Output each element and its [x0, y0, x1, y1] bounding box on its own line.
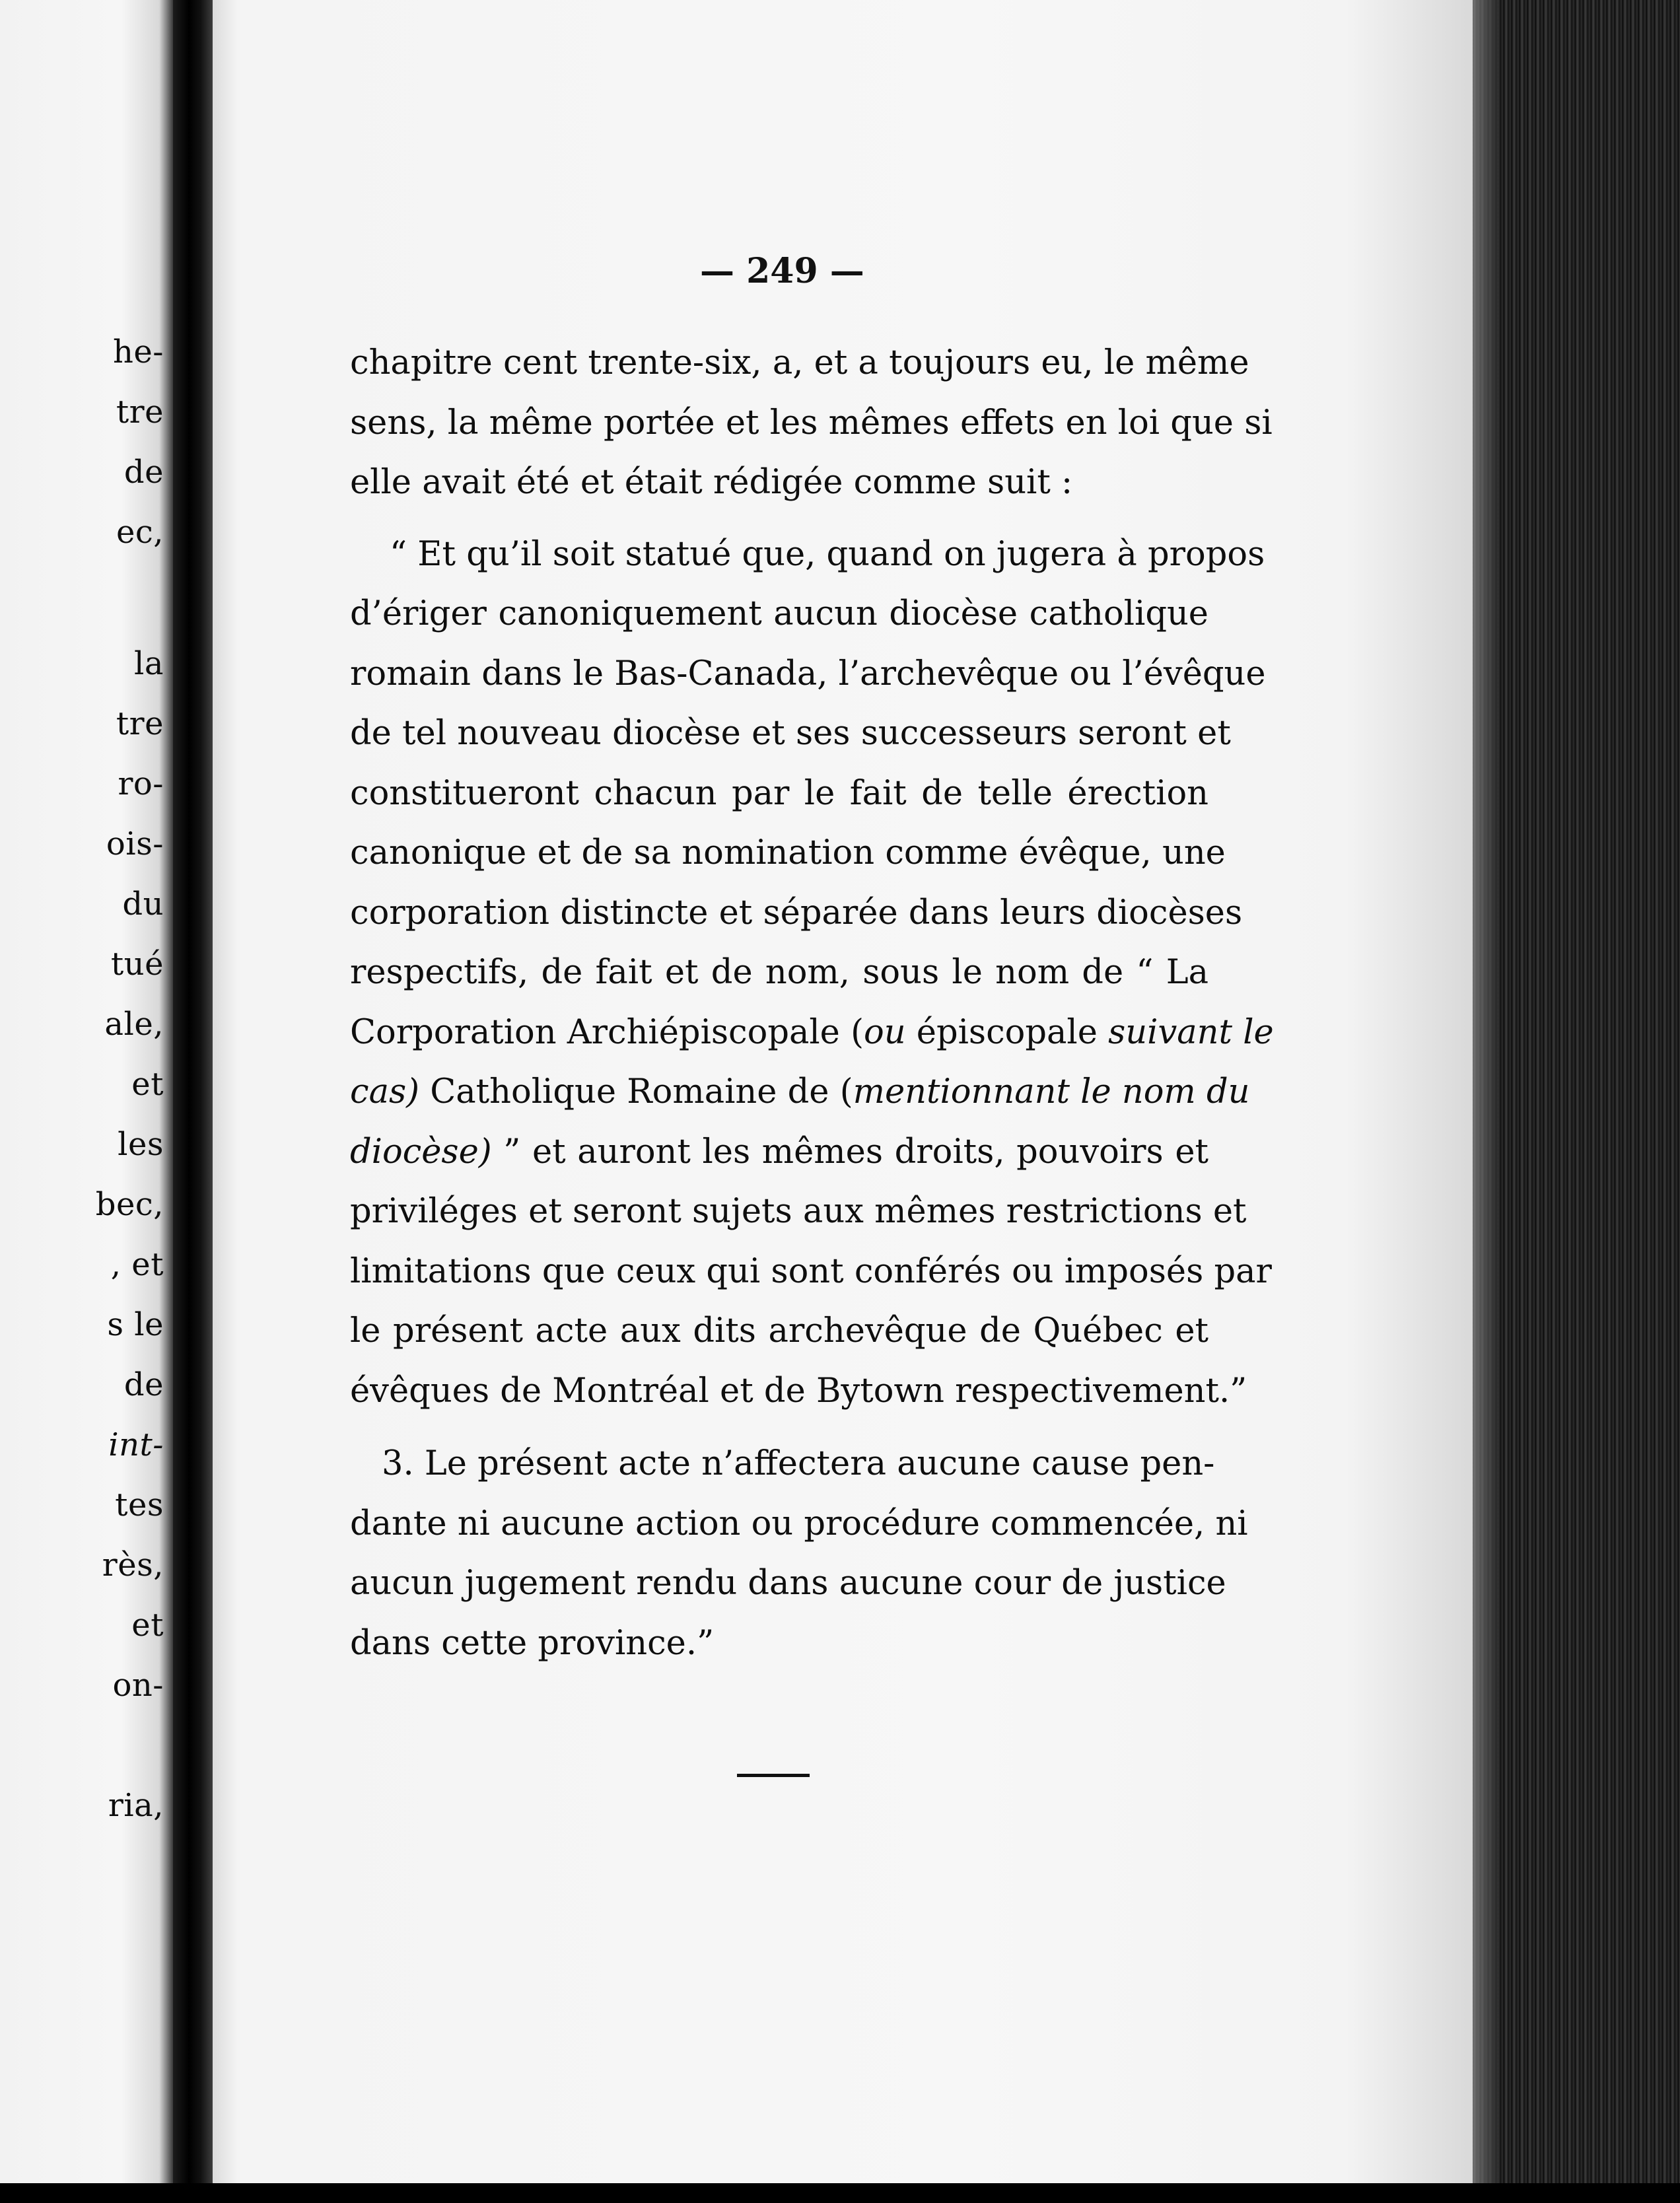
previous-page-line: on- — [112, 1667, 164, 1704]
text-line: corporation distincte et séparée dans leurs diocèses — [350, 893, 1243, 932]
text-line — [350, 1003, 1274, 1063]
previous-page-line: int- — [108, 1426, 164, 1463]
previous-page-line: bec, — [95, 1186, 164, 1223]
text-line: aucun jugement rendu dans aucune cour de justice — [350, 1564, 1226, 1603]
italic-run: mentionnant le nom du — [853, 1072, 1250, 1111]
previous-page-line: ro- — [118, 765, 164, 802]
previous-page-line: ale, — [104, 1006, 164, 1043]
previous-page-fragment — [0, 0, 173, 2203]
previous-page-line: , et — [110, 1246, 164, 1283]
italic-run: diocèse) — [350, 1132, 492, 1171]
text-line: limitations que ceux qui sont conférés ou imposés par — [350, 1251, 1272, 1291]
paragraph — [350, 333, 1273, 513]
text-line: “ Et qu’il soit statué que, quand on jugera à propos — [390, 534, 1265, 574]
previous-page-line: ois- — [106, 825, 164, 862]
previous-page-line: tre — [116, 705, 164, 742]
previous-page-line: de — [123, 454, 164, 491]
text-line: canonique et de sa nomination comme évêque, une — [350, 833, 1226, 872]
scan-bottom-border — [0, 2183, 1680, 2203]
text-line: priviléges et seront sujets aux mêmes restrictions et — [350, 1192, 1247, 1231]
text-run: épiscopale — [905, 1012, 1109, 1052]
previous-page-line: et — [131, 1066, 164, 1103]
book-gutter — [173, 0, 213, 2203]
previous-page-line: les — [118, 1126, 164, 1163]
text-line: chapitre cent trente-six, a, et a toujours eu, le même — [350, 343, 1249, 382]
text-line: romain dans le Bas-Canada, l’archevêque ou l’évêque — [350, 654, 1266, 693]
book-page-edges — [1473, 0, 1680, 2203]
text-line: dante ni aucune action ou procédure commencée, ni — [350, 1504, 1248, 1543]
text-line: elle avait été et était rédigée comme suit : — [350, 463, 1073, 502]
previous-page-line: tre — [116, 394, 164, 431]
section-paragraph — [350, 1434, 1248, 1673]
text-line: de tel nouveau diocèse et ses successeurs seront et — [350, 714, 1231, 753]
previous-page-line: la — [134, 645, 164, 682]
previous-page-line: rès, — [102, 1547, 164, 1584]
previous-page-line: s le — [107, 1306, 164, 1343]
text-line: le présent acte aux dits archevêque de Québec et — [350, 1311, 1208, 1350]
text-line: évêques de Montréal et de Bytown respectivement.” — [350, 1371, 1247, 1411]
previous-page-line: de — [123, 1366, 164, 1403]
italic-run: suivant le — [1108, 1012, 1274, 1052]
text-line: 3. Le présent acte n’affectera aucune cause pen- — [382, 1444, 1215, 1483]
page-number: — 249 — — [700, 251, 864, 291]
text-run: Corporation Archiépiscopale ( — [350, 1012, 864, 1052]
previous-page-line: du — [122, 886, 164, 923]
text-run: ” et auront les mêmes droits, pouvoirs et — [491, 1132, 1208, 1171]
text-line — [350, 1123, 1208, 1183]
previous-page-line: ria, — [108, 1787, 164, 1824]
quoted-paragraph — [350, 525, 1274, 1422]
text-line: sens, la même portée et les mêmes effets en loi que si — [350, 403, 1273, 442]
text-line: respectifs, de fait et de nom, sous le nom de “ La — [350, 953, 1208, 992]
previous-page-line: tué — [110, 946, 164, 983]
italic-run: cas) — [350, 1072, 420, 1111]
previous-page-line: ec, — [116, 514, 164, 551]
text-line — [350, 1063, 1250, 1123]
previous-page-line: tes — [115, 1486, 164, 1523]
previous-page-line: et — [131, 1607, 164, 1644]
text-run: Catholique Romaine de ( — [419, 1072, 853, 1111]
text-line: constitueront chacun par le fait de telle érection — [350, 773, 1208, 813]
text-line: dans cette province.” — [350, 1623, 715, 1663]
italic-run: ou — [863, 1012, 906, 1052]
page-edge-shadow — [1473, 0, 1499, 2203]
previous-page-line: he- — [112, 333, 164, 370]
text-line: d’ériger canoniquement aucun diocèse catholique — [350, 594, 1208, 633]
page-body — [350, 333, 1274, 1673]
end-rule — [737, 1774, 810, 1777]
